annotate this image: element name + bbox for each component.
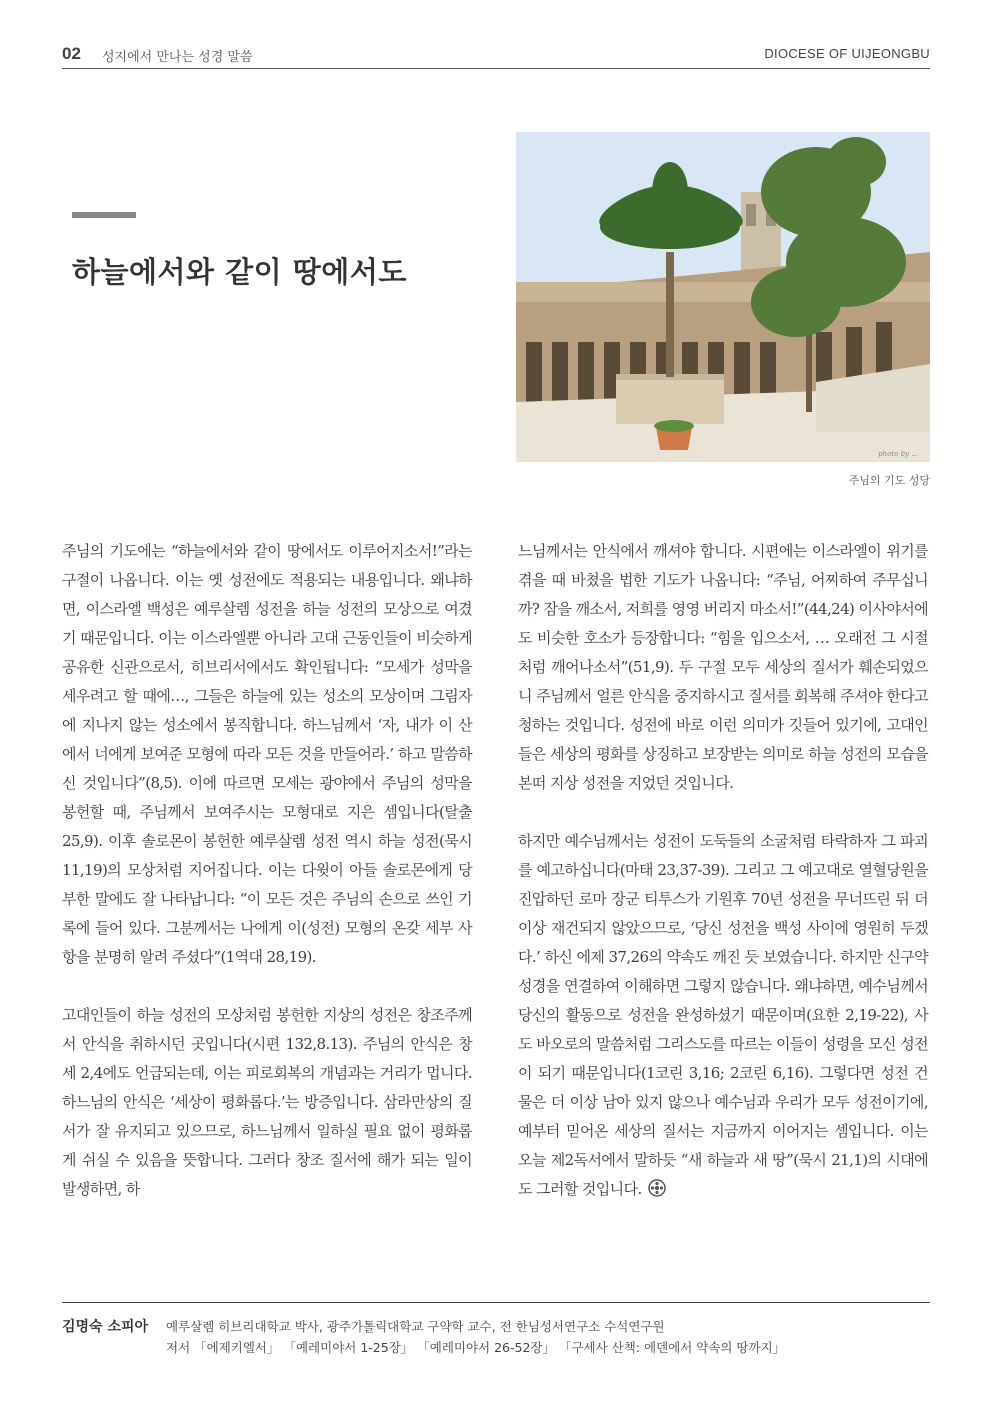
article-column-right	[518, 537, 928, 1236]
paragraph: 고대인들이 하늘 성전의 모상처럼 봉헌한 지상의 성전은 창조주께서 안식을 취하시던 곳입니다(시편 132,8.13). 주님의 안식은 창세 2,4에도 언급되는데, 이는 피로회복의 개념과는 거리가 멉니다. 하느님의 안식은 ‘세상이 평화롭다.’는 방증입니다. 삼라만상의 질서가 잘 유지되고 있으므로, 하느님께서 일하실 필요 없이 평화롭게 쉬실 수 있음을 뜻합니다. 그러다 창조 질서에 해가 되는 일이 발생하면, 하	[62, 1006, 472, 1198]
author-credentials: 예루살렘 히브리대학교 박사, 광주가톨릭대학교 구약학 교수, 전 한님성서연구소 수석연구원	[166, 1319, 665, 1334]
paragraph: 느님께서는 안식에서 깨셔야 합니다. 시편에는 이스라엘이 위기를 겪을 때 바쳤을 법한 기도가 나옵니다: “주님, 어찌하여 주무십니까? 잠을 깨소서, 저희를 영영 버리지 마소서!”(44,24) 이사야서에도 비슷한 호소가 등장합니다: “힘을 입으소서, … 오래전 그 시절처럼 깨어나소서”(51,9). 두 구절 모두 세상의 질서가 훼손되었으니 주님께서 얼른 안식을 중지하시고 질서를 회복해 주셔야 한다고 청하는 것입니다. 성전에 바로 이런 의미가 깃들어 있기에, 고대인들은 세상의 평화를 상징하고 보장받는 의미로 하늘 성전의 모습을 본떠 지상 성전을 지었던 것입니다.	[518, 542, 928, 792]
section-name: 성지에서 만나는 성경 말씀	[102, 50, 253, 65]
svg-text:photo by ...: photo by ...	[878, 450, 918, 458]
page-header	[62, 42, 930, 69]
page-number: 02	[62, 44, 81, 63]
paragraph: 주님의 기도에는 “하늘에서와 같이 땅에서도 이루어지소서!”라는 구절이 나옵니다. 이는 옛 성전에도 적용되는 내용입니다. 왜냐하면, 이스라엘 백성은 예루살렘 성전을 하늘 성전의 모상으로 여겼기 때문입니다. 이는 이스라엘뿐 아니라 고대 근동인들이 비슷하게 공유한 신관으로서, 히브리서에서도 확인됩니다: “모세가 성막을 세우려고 할 때에…, 그들은 하늘에 있는 성소의 모상이며 그림자에 지나지 않는 성소에서 봉직합니다. 하느님께서 ‘자, 내가 이 산에서 너에게 보여준 모형에 따라 모든 것을 만들어라.’ 하고 말씀하신 것입니다”(8,5). 이에 따르면 모세는 광야에서 주님의 성막을 봉헌할 때, 주님께서 보여주시는 모형대로 지은 셈입니다(탈출 25,9). 이후 솔로몬이 봉헌한 예루살렘 성전 역시 하늘 성전(묵시 11,19)의 모상처럼 지어집니다. 이는 다윗이 아들 솔로몬에게 당부한 말에도 잘 나타납니다: “이 모든 것은 주님의 손으로 쓰인 기록에 들어 있다. 그분께서는 나에게 이(성전) 모형의 온갖 세부 사항을 분명히 알려 주셨다”(1역대 28,19).	[62, 542, 472, 966]
title-accent-bar	[72, 212, 136, 218]
publisher-name: DIOCESE OF UIJEONGBU	[764, 46, 930, 61]
photo-caption: 주님의 기도 성당	[848, 474, 930, 487]
paragraph-text: 하지만 예수님께서는 성전이 도둑들의 소굴처럼 타락하자 그 파괴를 예고하십니다(마태 23,37-39). 그리고 그 예고대로 열혈당원을 진압하던 로마 장군 티투스가 기원후 70년 성전을 무너뜨린 뒤 더 이상 재건되지 않았으므로, ‘당신 성전을 백성 사이에 영원히 두겠다.’ 하신 에제 37,26의 약속도 깨진 듯 보였습니다. 하지만 신구약성경을 연결하여 이해하면 그렇지 않습니다. 왜냐하면, 예수님께서 당신의 활동으로 성전을 완성하셨기 때문이며(요한 2,19-22), 사도 바오로의 말씀처럼 그리스도를 따르는 이들이 성령을 모신 성전이 되기 때문입니다(1코린 3,16; 2코린 6,16). 그렇다면 성전 건물은 더 이상 남아 있지 않으나 예수님과 우리가 모두 성전이기에, 예부터 믿어온 세상의 질서는 지금까지 이어지는 셈입니다. 이는 오늘 제2독서에서 말하듯 “새 하늘과 새 땅”(묵시 21,1)의 시대에도 그러할 것입니다.	[518, 832, 928, 1198]
paragraph-final	[518, 827, 928, 1207]
author-bio	[166, 1316, 930, 1358]
author-publications: 저서 「에제키엘서」 「예레미야서 1-25장」 「예레미야서 26-52장」 「구세사 산책: 에덴에서 약속의 땅까지」	[166, 1340, 786, 1355]
church-photo	[516, 132, 930, 462]
end-ornament-icon	[648, 1178, 666, 1207]
article-title: 하늘에서와 같이 땅에서도	[72, 255, 407, 289]
author-name: 김명숙 소피아	[62, 1319, 149, 1335]
article-column-left	[62, 537, 472, 1233]
footer-divider	[62, 1302, 930, 1303]
